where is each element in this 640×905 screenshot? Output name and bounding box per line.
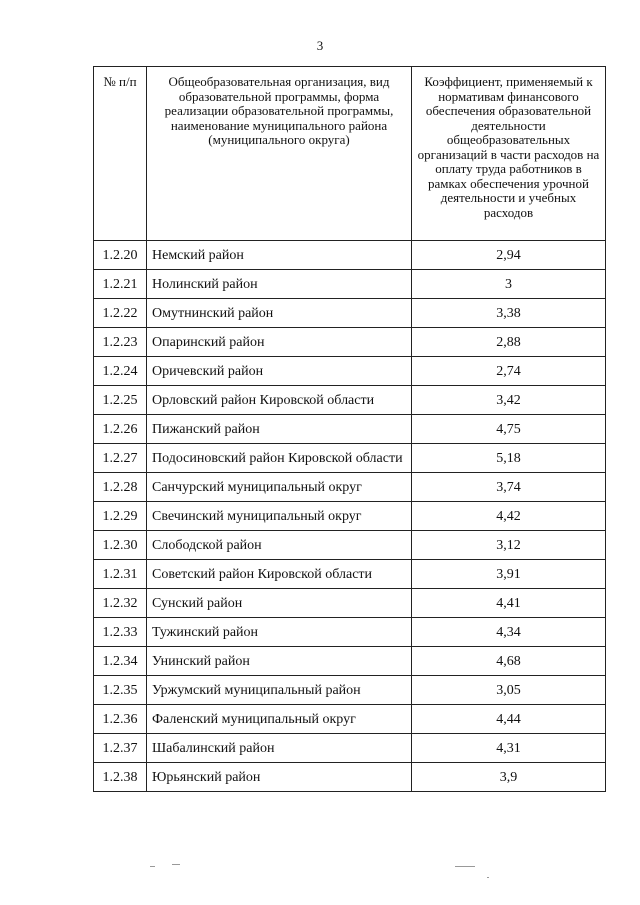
header-number: № п/п bbox=[94, 67, 147, 241]
row-name: Орловский район Кировской области bbox=[147, 386, 412, 415]
row-name: Уржумский муниципальный район bbox=[147, 676, 412, 705]
row-number: 1.2.22 bbox=[94, 299, 147, 328]
row-name: Советский район Кировской области bbox=[147, 560, 412, 589]
table-row bbox=[94, 386, 606, 415]
row-coefficient: 3,74 bbox=[412, 473, 606, 502]
row-coefficient: 4,41 bbox=[412, 589, 606, 618]
row-coefficient: 2,74 bbox=[412, 357, 606, 386]
coefficients-table bbox=[93, 66, 606, 792]
header-organization: Общеобразовательная организация, вид образовательной программы, форма реализации образовательной программы, наименование муниципального района (муниципального округа) bbox=[147, 67, 412, 241]
row-number: 1.2.38 bbox=[94, 763, 147, 792]
row-coefficient: 3,05 bbox=[412, 676, 606, 705]
row-name: Опаринский район bbox=[147, 328, 412, 357]
row-coefficient: 3,9 bbox=[412, 763, 606, 792]
table-row bbox=[94, 328, 606, 357]
table-row bbox=[94, 444, 606, 473]
row-number: 1.2.26 bbox=[94, 415, 147, 444]
row-name: Тужинский район bbox=[147, 618, 412, 647]
row-number: 1.2.25 bbox=[94, 386, 147, 415]
table-row bbox=[94, 299, 606, 328]
row-number: 1.2.30 bbox=[94, 531, 147, 560]
table-row bbox=[94, 270, 606, 299]
row-name: Омутнинский район bbox=[147, 299, 412, 328]
row-name: Пижанский район bbox=[147, 415, 412, 444]
row-number: 1.2.36 bbox=[94, 705, 147, 734]
row-coefficient: 3,42 bbox=[412, 386, 606, 415]
table-row bbox=[94, 531, 606, 560]
row-name: Слободской район bbox=[147, 531, 412, 560]
row-name: Фаленский муниципальный округ bbox=[147, 705, 412, 734]
table-row bbox=[94, 647, 606, 676]
row-number: 1.2.37 bbox=[94, 734, 147, 763]
row-name: Шабалинский район bbox=[147, 734, 412, 763]
row-number: 1.2.34 bbox=[94, 647, 147, 676]
table-row bbox=[94, 618, 606, 647]
row-number: 1.2.24 bbox=[94, 357, 147, 386]
row-number: 1.2.20 bbox=[94, 241, 147, 270]
row-coefficient: 2,94 bbox=[412, 241, 606, 270]
row-name: Нолинский район bbox=[147, 270, 412, 299]
row-number: 1.2.31 bbox=[94, 560, 147, 589]
table-row bbox=[94, 502, 606, 531]
table-row bbox=[94, 676, 606, 705]
table-row bbox=[94, 589, 606, 618]
table-header-row bbox=[94, 67, 606, 241]
row-coefficient: 3,12 bbox=[412, 531, 606, 560]
table-row bbox=[94, 357, 606, 386]
table-row bbox=[94, 560, 606, 589]
row-name: Свечинский муниципальный округ bbox=[147, 502, 412, 531]
row-coefficient: 4,68 bbox=[412, 647, 606, 676]
row-coefficient: 4,31 bbox=[412, 734, 606, 763]
page-number: 3 bbox=[316, 38, 324, 53]
table-row bbox=[94, 241, 606, 270]
row-coefficient: 4,75 bbox=[412, 415, 606, 444]
table-row bbox=[94, 705, 606, 734]
row-coefficient: 4,42 bbox=[412, 502, 606, 531]
row-number: 1.2.23 bbox=[94, 328, 147, 357]
table-row bbox=[94, 734, 606, 763]
row-coefficient: 3,38 bbox=[412, 299, 606, 328]
row-number: 1.2.21 bbox=[94, 270, 147, 299]
scan-marks bbox=[0, 864, 640, 884]
row-name: Сунский район bbox=[147, 589, 412, 618]
row-name: Немский район bbox=[147, 241, 412, 270]
row-number: 1.2.27 bbox=[94, 444, 147, 473]
row-coefficient: 4,34 bbox=[412, 618, 606, 647]
row-coefficient: 3 bbox=[412, 270, 606, 299]
row-number: 1.2.35 bbox=[94, 676, 147, 705]
row-number: 1.2.33 bbox=[94, 618, 147, 647]
table-row bbox=[94, 473, 606, 502]
header-coefficient: Коэффициент, применяемый к нормативам финансового обеспечения образовательной деятельности общеобразовательных организаций в части расходов на оплату труда работников в рамках обеспечения урочной деятельности и учебных расходов bbox=[412, 67, 606, 241]
row-name: Унинский район bbox=[147, 647, 412, 676]
row-number: 1.2.32 bbox=[94, 589, 147, 618]
row-name: Оричевский район bbox=[147, 357, 412, 386]
row-name: Санчурский муниципальный округ bbox=[147, 473, 412, 502]
row-coefficient: 4,44 bbox=[412, 705, 606, 734]
table-row bbox=[94, 763, 606, 792]
row-coefficient: 2,88 bbox=[412, 328, 606, 357]
row-name: Подосиновский район Кировской области bbox=[147, 444, 412, 473]
row-number: 1.2.28 bbox=[94, 473, 147, 502]
row-coefficient: 5,18 bbox=[412, 444, 606, 473]
table-row bbox=[94, 415, 606, 444]
row-coefficient: 3,91 bbox=[412, 560, 606, 589]
row-number: 1.2.29 bbox=[94, 502, 147, 531]
row-name: Юрьянский район bbox=[147, 763, 412, 792]
